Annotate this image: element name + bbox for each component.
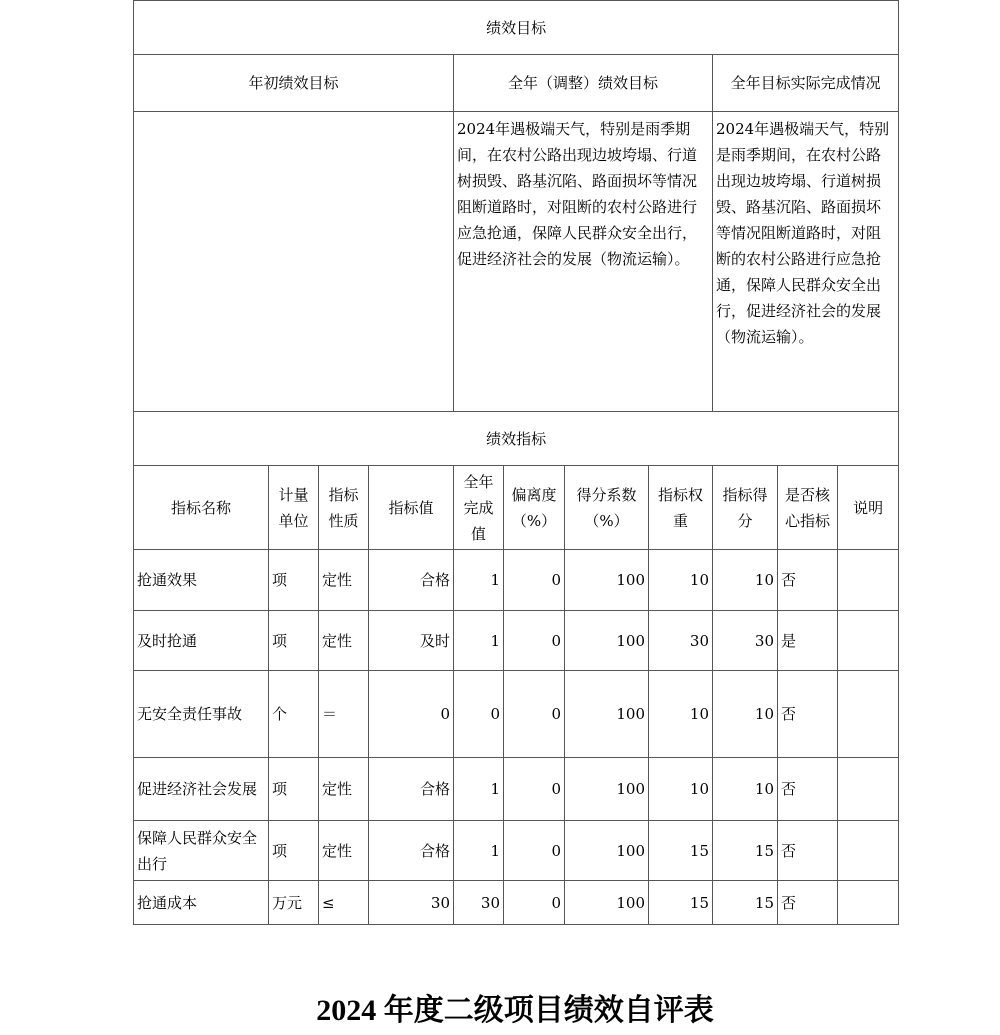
cell-weight: 10 (649, 758, 713, 821)
cell-note (838, 611, 899, 671)
cell-actual: 1 (454, 611, 504, 671)
header-adjusted-goal: 全年（调整）绩效目标 (454, 55, 713, 112)
cell-coef: 100 (565, 550, 649, 611)
actual-completion-text: 2024年遇极端天气，特别是雨季期间，在农村公路出现边坡垮塌、行道树损毁、路基沉陷、路面损坏等情况阻断道路时，对阻断的农村公路进行应急抢通，保障人民群众安全出行，促进经济社会的发展（物流运输）。 (713, 112, 899, 412)
cell-nature: 定性 (319, 821, 369, 881)
cell-name: 抢通成本 (134, 881, 269, 925)
cell-nature: ≤ (319, 881, 369, 925)
cell-score: 15 (713, 821, 778, 881)
cell-deviation: 0 (504, 671, 565, 758)
cell-weight: 30 (649, 611, 713, 671)
cell-note (838, 821, 899, 881)
cell-deviation: 0 (504, 758, 565, 821)
cell-nature: 定性 (319, 550, 369, 611)
cell-note (838, 758, 899, 821)
cell-name: 抢通效果 (134, 550, 269, 611)
col-header: 指标名称 (134, 466, 269, 550)
col-header: 全年完成值 (454, 466, 504, 550)
header-actual-completion: 全年目标实际完成情况 (713, 55, 899, 112)
cell-deviation: 0 (504, 611, 565, 671)
section-title-goals: 绩效目标 (134, 1, 899, 55)
cell-name: 保障人民群众安全出行 (134, 821, 269, 881)
cell-weight: 15 (649, 821, 713, 881)
cell-deviation: 0 (504, 881, 565, 925)
cell-core: 否 (778, 758, 838, 821)
cell-unit: 项 (269, 550, 319, 611)
col-header: 计量单位 (269, 466, 319, 550)
cell-core: 否 (778, 671, 838, 758)
section-title-indicators: 绩效指标 (134, 412, 899, 466)
cell-weight: 10 (649, 671, 713, 758)
performance-table (133, 0, 899, 925)
indicator-header-row (134, 466, 899, 550)
cell-actual: 1 (454, 821, 504, 881)
cell-core: 是 (778, 611, 838, 671)
table-row (134, 821, 899, 881)
cell-nature: 定性 (319, 758, 369, 821)
cell-note (838, 671, 899, 758)
cell-unit: 项 (269, 611, 319, 671)
cell-deviation: 0 (504, 821, 565, 881)
cell-deviation: 0 (504, 550, 565, 611)
cell-score: 30 (713, 611, 778, 671)
cell-nature: 定性 (319, 611, 369, 671)
cell-score: 10 (713, 550, 778, 611)
cell-actual: 30 (454, 881, 504, 925)
cell-coef: 100 (565, 671, 649, 758)
table-row (134, 611, 899, 671)
cell-score: 10 (713, 671, 778, 758)
cell-note (838, 881, 899, 925)
cell-score: 15 (713, 881, 778, 925)
col-header: 指标权重 (649, 466, 713, 550)
cell-note (838, 550, 899, 611)
table-row (134, 758, 899, 821)
cell-score: 10 (713, 758, 778, 821)
cell-actual: 0 (454, 671, 504, 758)
cell-coef: 100 (565, 821, 649, 881)
cell-weight: 15 (649, 881, 713, 925)
cell-target: 0 (369, 671, 454, 758)
table-row (134, 881, 899, 925)
cell-name: 及时抢通 (134, 611, 269, 671)
cell-core: 否 (778, 550, 838, 611)
initial-goal-text (134, 112, 454, 412)
cell-unit: 项 (269, 821, 319, 881)
cell-actual: 1 (454, 550, 504, 611)
cell-target: 30 (369, 881, 454, 925)
header-initial-goal: 年初绩效目标 (134, 55, 454, 112)
cell-weight: 10 (649, 550, 713, 611)
col-header: 说明 (838, 466, 899, 550)
cell-coef: 100 (565, 881, 649, 925)
cell-target: 及时 (369, 611, 454, 671)
col-header: 指标值 (369, 466, 454, 550)
col-header: 得分系数（%） (565, 466, 649, 550)
cell-target: 合格 (369, 758, 454, 821)
cell-unit: 项 (269, 758, 319, 821)
col-header: 指标得分 (713, 466, 778, 550)
adjusted-goal-text: 2024年遇极端天气，特别是雨季期间，在农村公路出现边坡垮塌、行道树损毁、路基沉陷、路面损坏等情况阻断道路时，对阻断的农村公路进行应急抢通，保障人民群众安全出行，促进经济社会的发展（物流运输）。 (454, 112, 713, 412)
cell-target: 合格 (369, 550, 454, 611)
col-header: 是否核心指标 (778, 466, 838, 550)
table-row (134, 550, 899, 611)
col-header: 偏离度（%） (504, 466, 565, 550)
cell-actual: 1 (454, 758, 504, 821)
table-row (134, 671, 899, 758)
cell-coef: 100 (565, 758, 649, 821)
cell-name: 促进经济社会发展 (134, 758, 269, 821)
cell-coef: 100 (565, 611, 649, 671)
cell-unit: 个 (269, 671, 319, 758)
cell-core: 否 (778, 881, 838, 925)
cell-unit: 万元 (269, 881, 319, 925)
cell-target: 合格 (369, 821, 454, 881)
cell-nature: ＝ (319, 671, 369, 758)
col-header: 指标性质 (319, 466, 369, 550)
cell-core: 否 (778, 821, 838, 881)
cell-name: 无安全责任事故 (134, 671, 269, 758)
page-title: 2024 年度二级项目绩效自评表 (316, 994, 714, 1027)
